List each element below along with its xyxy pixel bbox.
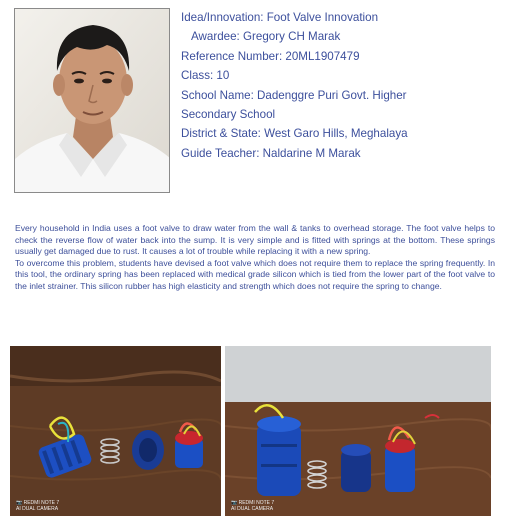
school-line-2: Secondary School — [181, 108, 276, 122]
idea-line: Idea/Innovation: Foot Valve Innovation — [181, 11, 379, 24]
district-line: District & State: West Garo Hills, Meghalaya — [181, 127, 408, 141]
school-line-1: School Name: Dadenggre Puri Govt. Higher — [181, 88, 407, 102]
foot-valve-photo-right — [225, 346, 491, 516]
awardee-photo — [14, 8, 170, 193]
foot-valve-photo-left — [10, 346, 221, 516]
class-line: Class: 10 — [181, 69, 230, 83]
foot-valve-parts-illustration-right — [225, 346, 491, 516]
foot-valve-parts-illustration-left — [10, 346, 221, 516]
awardee-line: Awardee: Gregory CH Marak — [191, 30, 341, 44]
description-paragraph-2: To overcome this problem, students have devised a foot valve which does not require them to replace the spring frequently. In this tool, the ordinary spring has been replaced with medical grade silicon which is tied from the lower part of the foot valve to the inlet strainer. This silicon rubber has high elasticity and strength which does not require the spring to change. — [15, 257, 495, 291]
awardee-info — [181, 8, 501, 163]
description-paragraph-1: Every household in India uses a foot valve to draw water from the wall & tanks to overhead storage. The foot valve helps to check the reverse flow of water back into the sump. It is very simple and is fitted with springs at the bottom. These springs usually get damaged due to rust. It causes a lot of trouble while replacing it with a new spring. — [15, 223, 495, 257]
reference-line: Reference Number: 20ML1907479 — [181, 49, 360, 63]
camera-watermark-right — [231, 500, 274, 512]
camera-watermark-right-line-1: 📷 REDMI NOTE 7 — [231, 500, 275, 506]
portrait-illustration — [15, 9, 170, 193]
camera-watermark-left-line-2: AI DUAL CAMERA — [16, 506, 59, 512]
guide-line: Guide Teacher: Naldarine M Marak — [181, 146, 361, 160]
camera-watermark-left-line-1: 📷 REDMI NOTE 7 — [16, 500, 60, 506]
camera-watermark-right-line-2: AI DUAL CAMERA — [231, 506, 274, 512]
camera-watermark-left — [16, 500, 59, 512]
innovation-description — [15, 223, 495, 293]
